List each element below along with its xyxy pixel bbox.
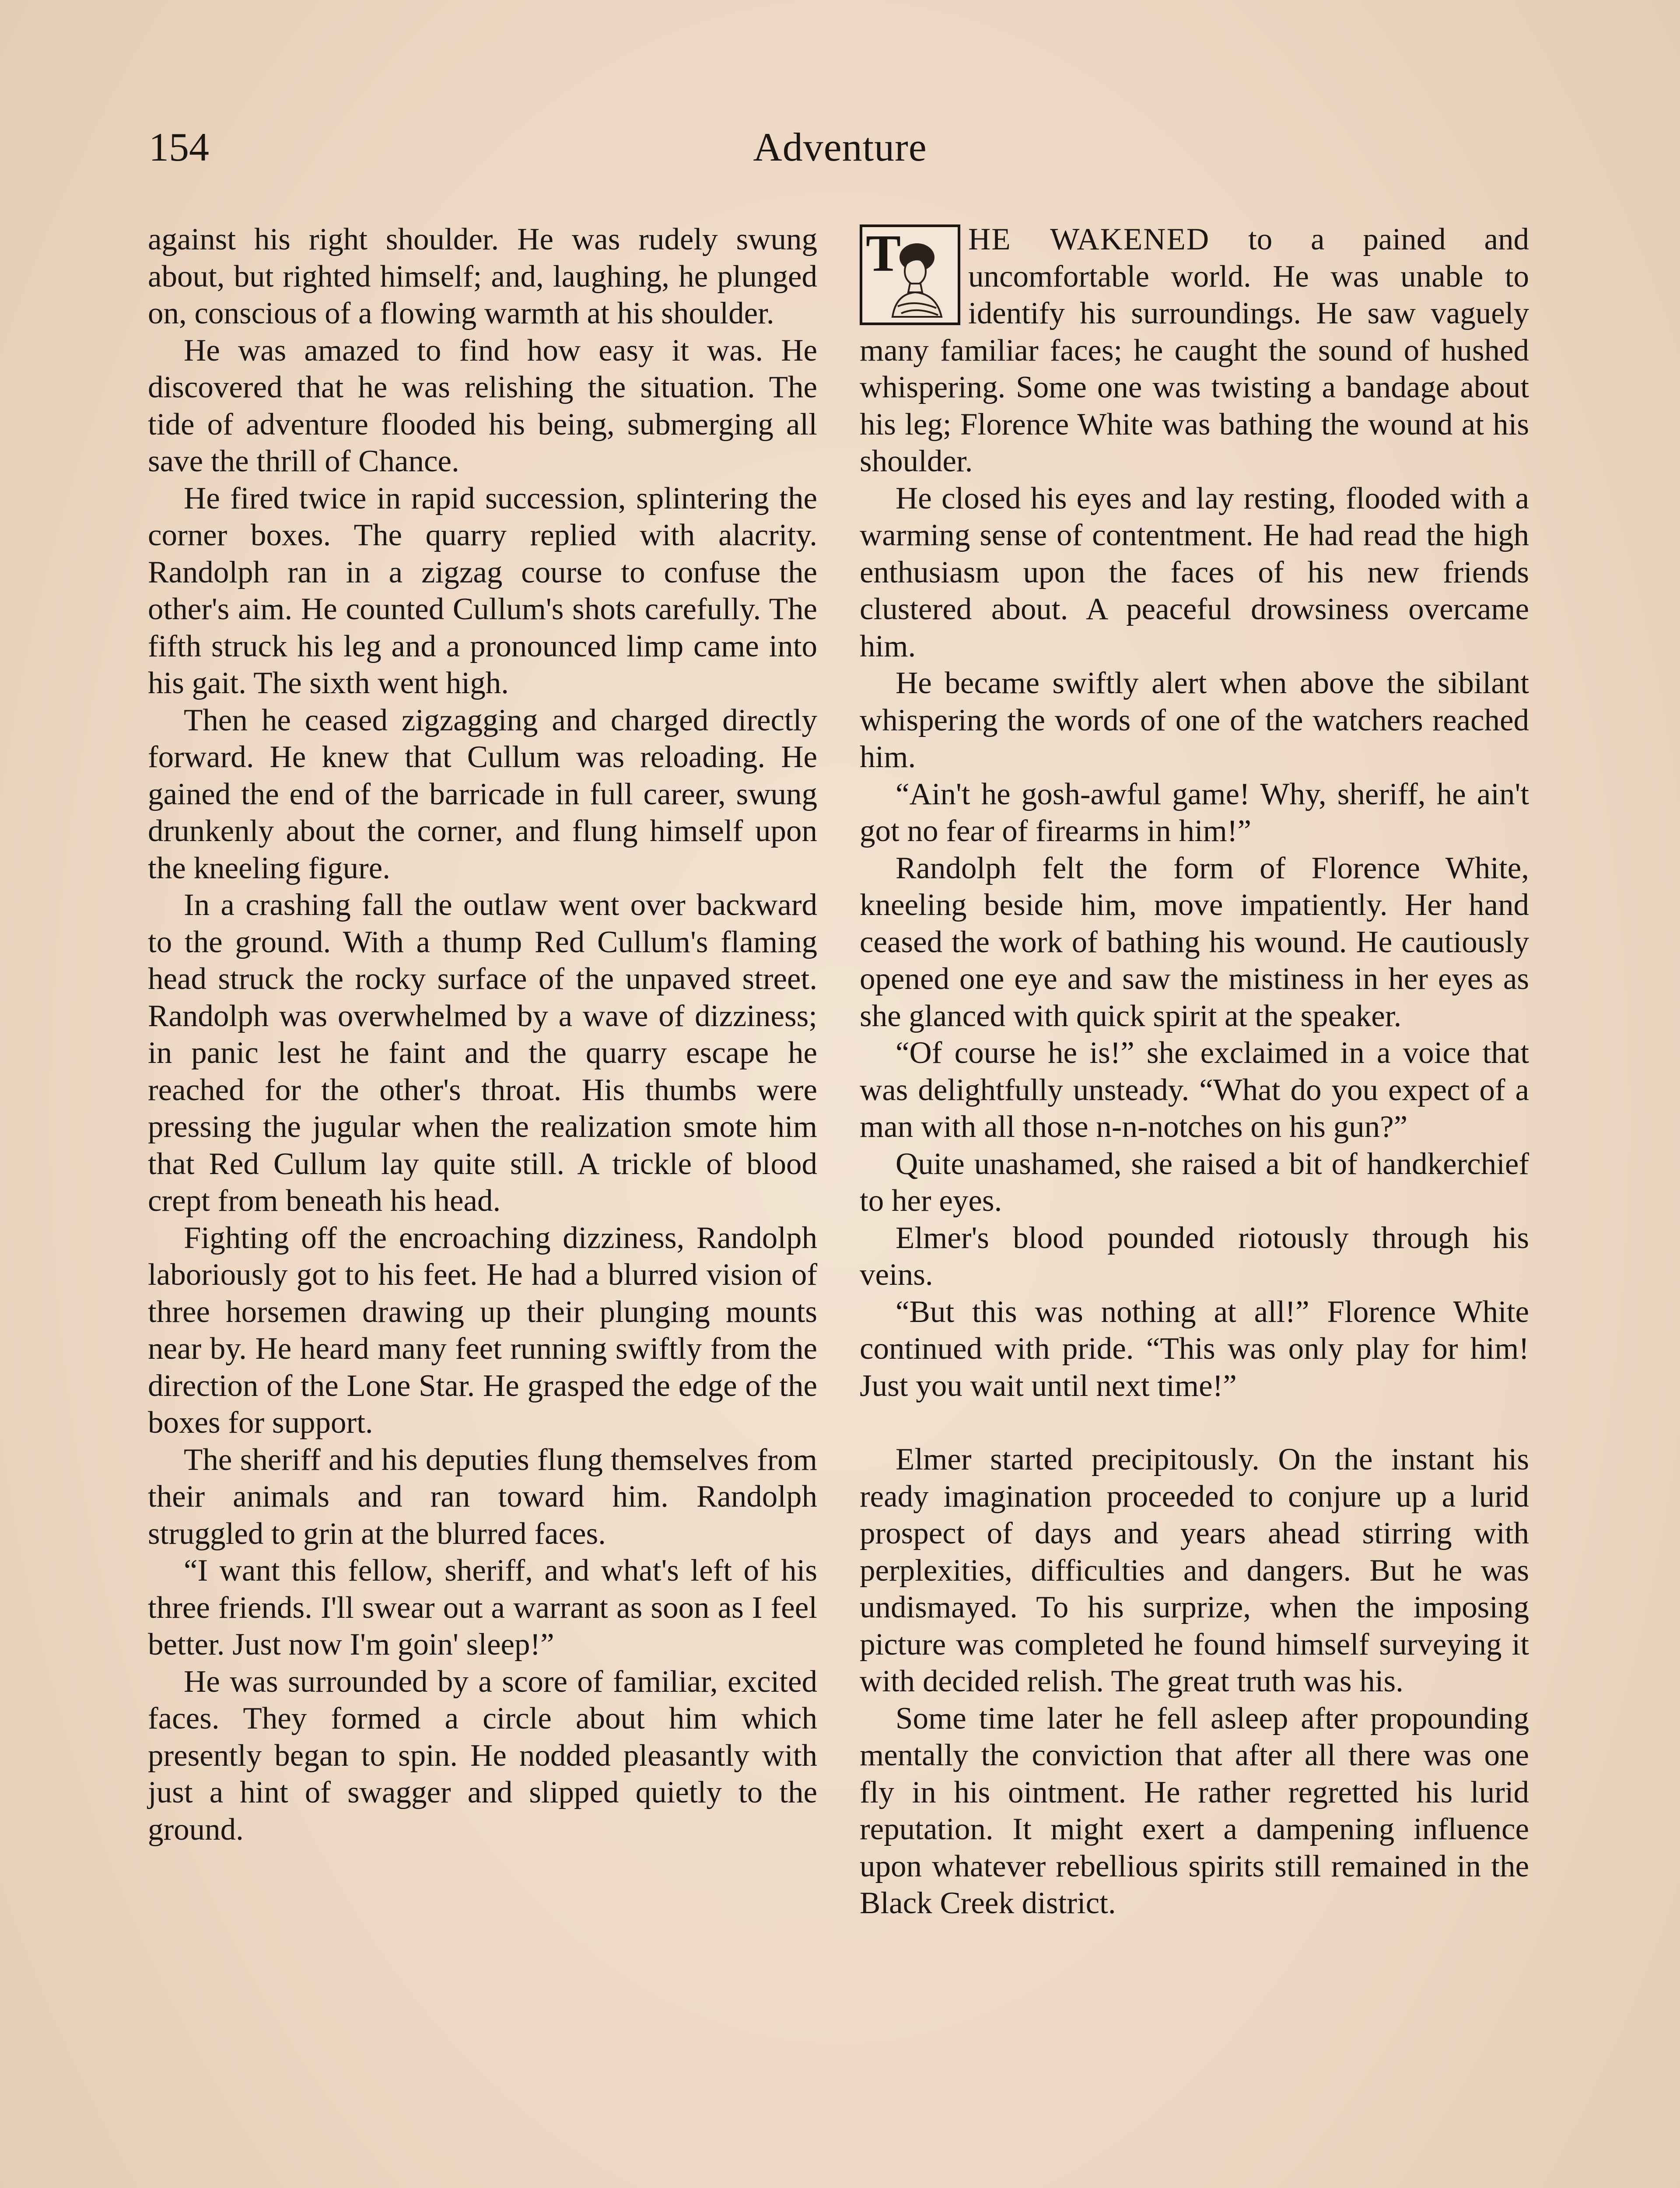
lead-caps: HE WAKENED bbox=[968, 222, 1210, 256]
running-head: Adventure bbox=[753, 125, 927, 169]
paragraph: Fighting off the encroaching dizziness, Randolph laboriously got to his feet. He had a blurred vision of three horsemen drawing up their plunging mounts near by. He heard many feet running swiftly from the direction of the Lone Star. He grasped the edge of the boxes for support. bbox=[148, 1220, 817, 1440]
paragraph: Some time later he fell asleep after propounding mentally the conviction that after all there was one fly in his ointment. He rather regretted his lurid reputation. It might exert a dampening influence upon whatever rebellious spirits still remained in the Black Creek district. bbox=[860, 1701, 1529, 1920]
paragraph: He became swiftly alert when above the sibilant whispering the words of one of the watchers reached him. bbox=[860, 666, 1529, 774]
paragraph: The sheriff and his deputies flung themselves from their animals and ran toward him. Randolph struggled to grin at the blurred faces. bbox=[148, 1442, 817, 1551]
paragraph: “Of course he is!” she exclaimed in a voice that was delightfully unsteady. “What do you expect of a man with all those n-n-notches on his gun?” bbox=[860, 1036, 1529, 1144]
paragraph: “Ain't he gosh-awful game! Why, sheriff, he ain't got no fear of firearms in him!” bbox=[860, 777, 1529, 848]
page-number: 154 bbox=[149, 125, 209, 169]
right-column bbox=[860, 221, 1529, 1922]
paragraph: He fired twice in rapid succession, splintering the corner boxes. The quarry replied with alacrity. Randolph ran in a zigzag course to confuse the other's aim. He counted Cullum's shots carefully. The fifth struck his leg and a pronounced limp came into his gait. The sixth went high. bbox=[148, 481, 817, 700]
paragraph: He was amazed to find how easy it was. He discovered that he was relishing the situation. The tide of adventure flooded his being, submerging all save the thrill of Chance. bbox=[148, 333, 817, 478]
paragraph: “But this was nothing at all!” Florence White continued with pride. “This was only play for him! Just you wait until next time!” bbox=[860, 1294, 1529, 1403]
paragraph: Randolph felt the form of Florence White, kneeling beside him, move impatiently. Her hand ceased the work of bathing his wound. He cautiously opened one eye and saw the mistiness in her eyes as she glanced with quick spirit at the speaker. bbox=[860, 851, 1529, 1033]
decorative-initial bbox=[860, 224, 960, 325]
lead-text: to a pained and uncomfortable world. He was unable to identify his surroundings. He saw vaguely many familiar faces; he caught the sound of hushed whispering. Some one was twisting a bandage about his leg; Florence White was bathing the wound at his shoulder. bbox=[860, 222, 1529, 478]
paragraph: Elmer started precipitously. On the instant his ready imagination proceeded to conjure up a lurid prospect of days and years ahead stirring with perplexities, difficulties and dangers. But he was undismayed. To his surprize, when the imposing picture was completed he found himself surveying it with decided relish. The great truth was his. bbox=[860, 1442, 1529, 1698]
left-column bbox=[148, 221, 817, 1848]
paragraph: Quite unashamed, she raised a bit of handkerchief to her eyes. bbox=[860, 1147, 1529, 1218]
initial-letter: T bbox=[866, 224, 901, 282]
paragraph: against his right shoulder. He was rudely swung about, but righted himself; and, laughing, he plunged on, conscious of a flowing warmth at his shoulder. bbox=[148, 222, 817, 330]
paragraph: Elmer's blood pounded riotously through his veins. bbox=[860, 1220, 1529, 1292]
paragraph: Then he ceased zigzagging and charged directly forward. He knew that Cullum was reloading. He gained the end of the barricade in full career, swung drunkenly about the corner, and flung himself upon the kneeling figure. bbox=[148, 703, 817, 885]
paragraph: In a crashing fall the outlaw went over backward to the ground. With a thump Red Cullum's flaming head struck the rocky surface of the unpaved street. Randolph was overwhelmed by a wave of dizziness; in panic lest he faint and the quarry escape he reached for the other's throat. His thumbs were pressing the jugular when the realization smote him that Red Cullum lay quite still. A trickle of blood crept from beneath his head. bbox=[148, 888, 817, 1218]
paragraph: He closed his eyes and lay resting, flooded with a warming sense of contentment. He had read the high enthusiasm upon the faces of his new friends clustered about. A peaceful drowsiness overcame him. bbox=[860, 481, 1529, 663]
paragraph: “I want this fellow, sheriff, and what's left of his three friends. I'll swear out a warrant as soon as I feel better. Just now I'm goin' sleep!” bbox=[148, 1553, 817, 1662]
paragraph: He was surrounded by a score of familiar, excited faces. They formed a circle about him which presently began to spin. He nodded pleasantly with just a hint of swagger and slipped quietly to the ground. bbox=[148, 1664, 817, 1847]
